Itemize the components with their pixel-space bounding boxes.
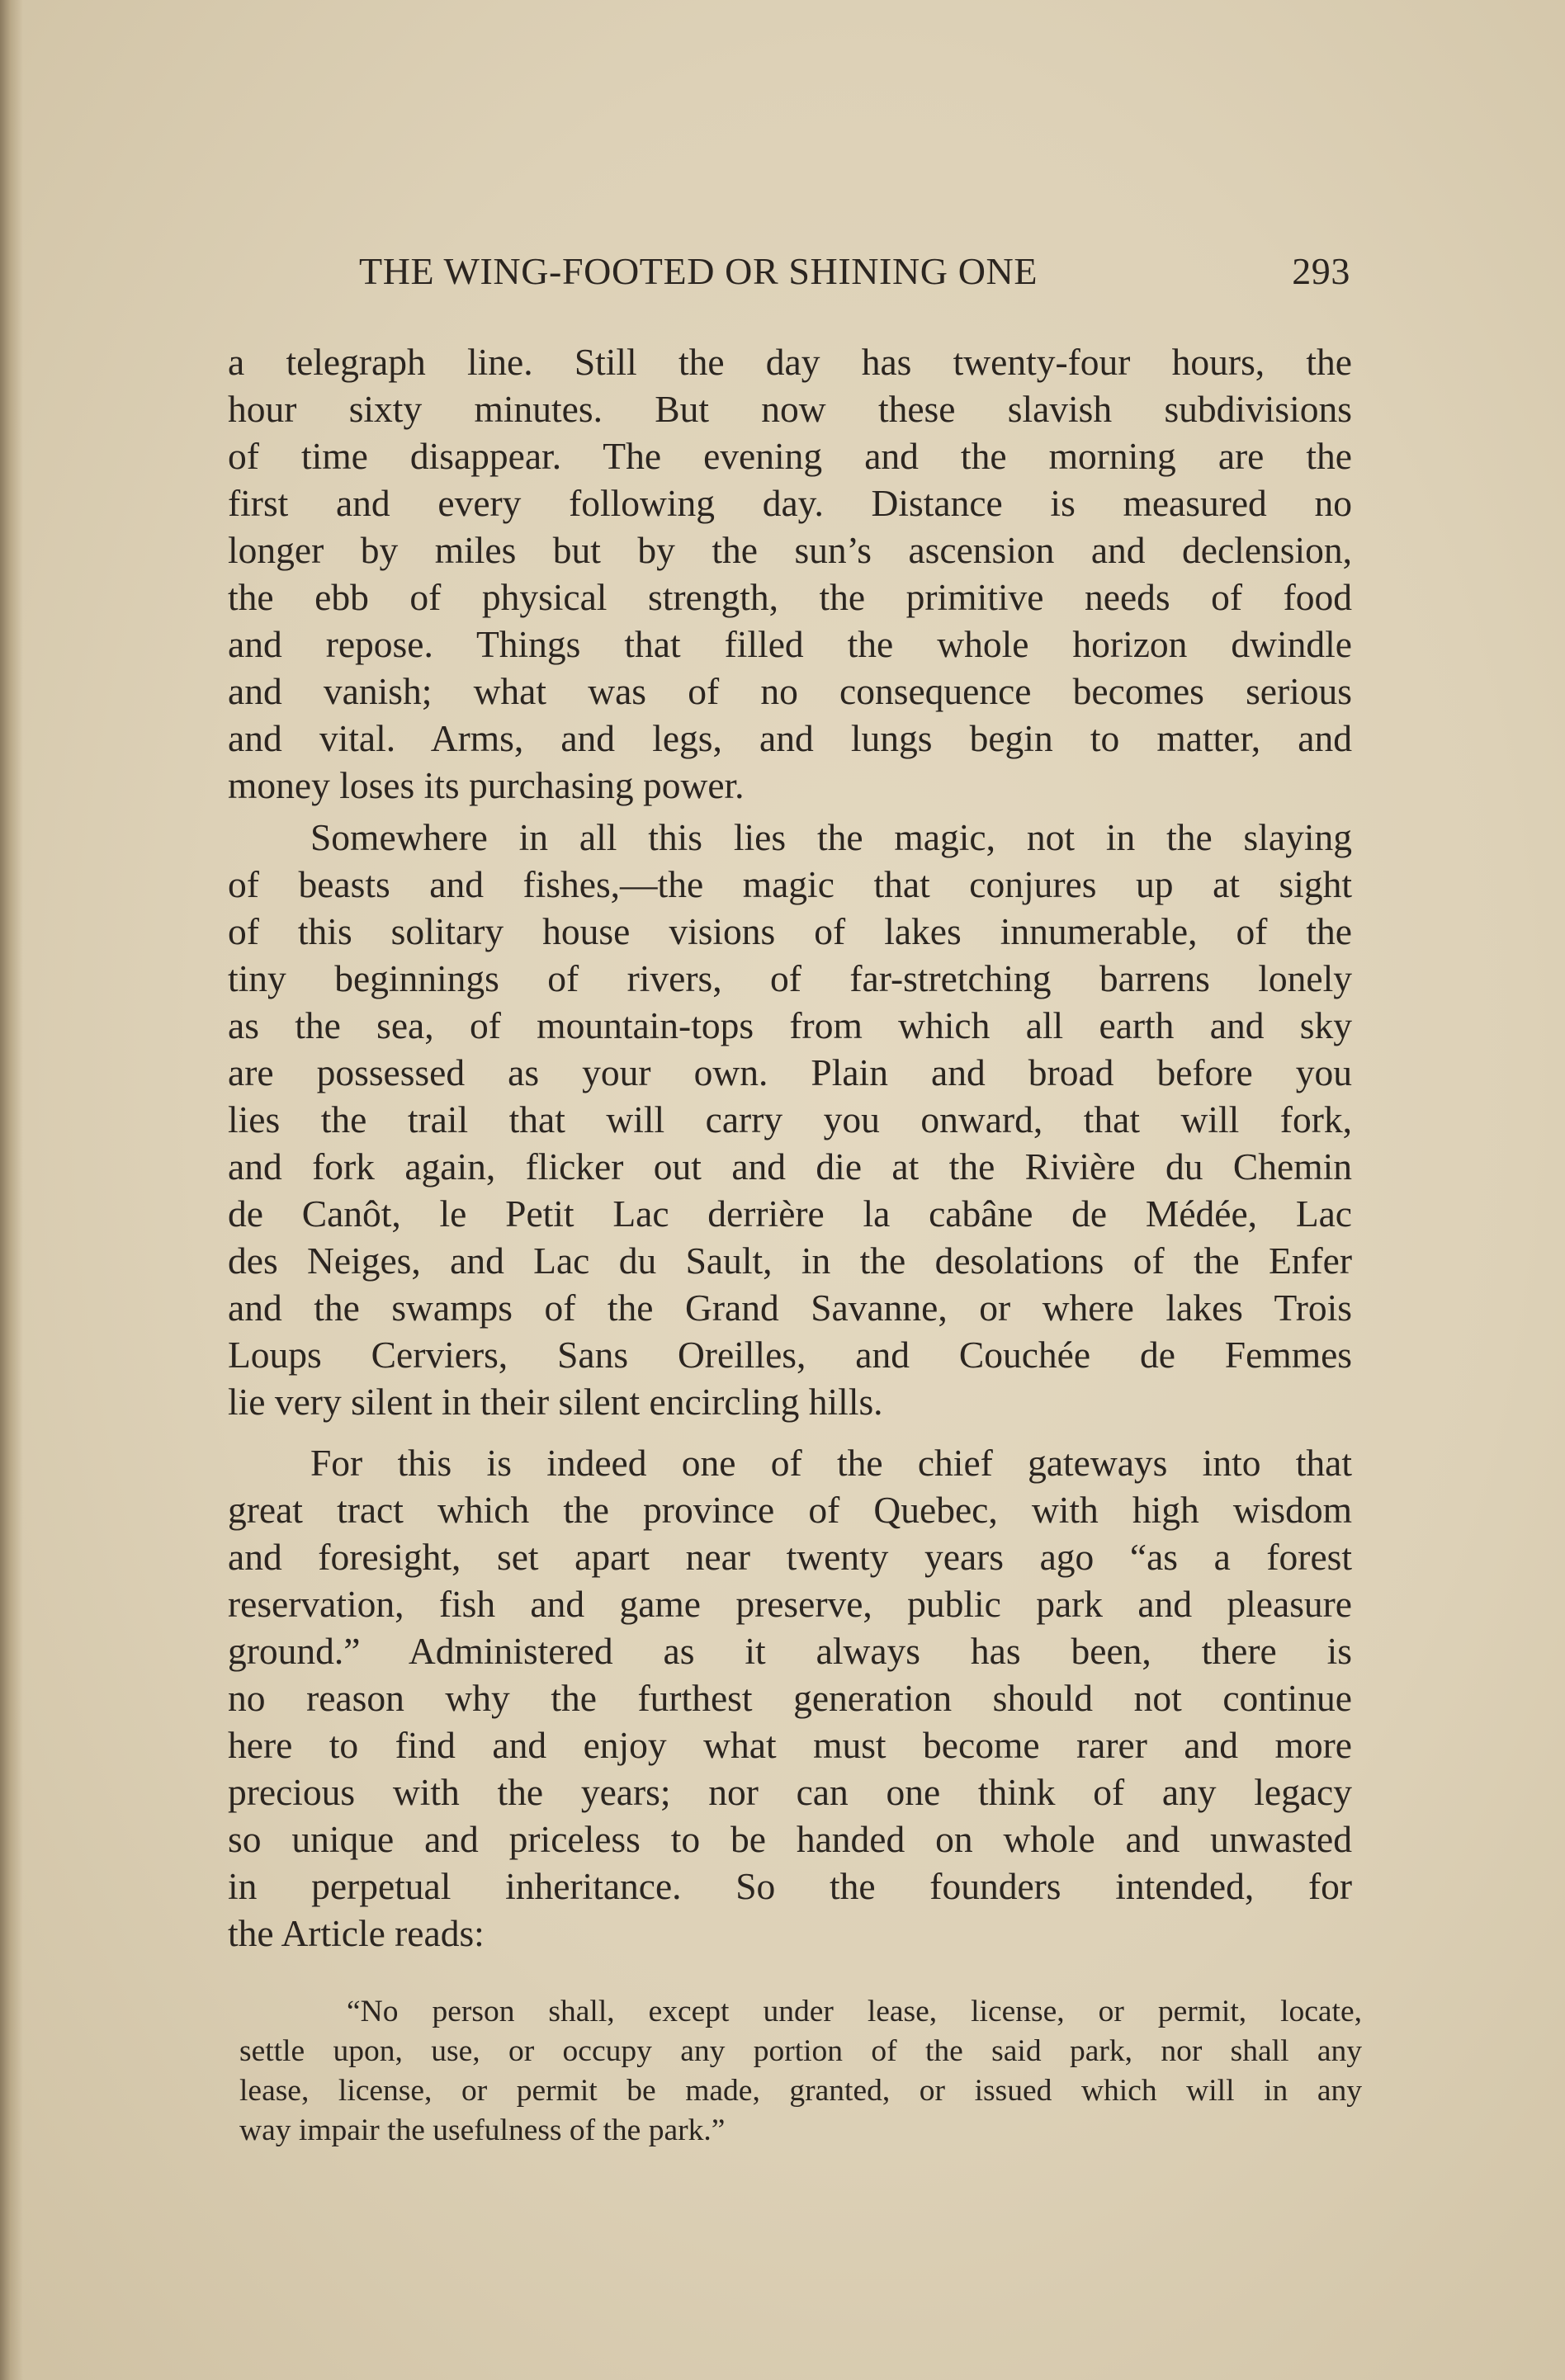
- text-line: For this is indeed one of the chief gateways into that: [310, 1442, 1352, 1484]
- text-line: and fork again, flicker out and die at the Rivière du Chemin: [228, 1145, 1352, 1188]
- text-line: are possessed as your own. Plain and broad before you: [228, 1051, 1352, 1093]
- text-line: de Canôt, le Petit Lac derrière la cabâne de Médée, Lac: [228, 1192, 1352, 1235]
- text-line: and foresight, set apart near twenty years ago “as a forest: [228, 1536, 1352, 1578]
- text-line: of time disappear. The evening and the morning are the: [228, 435, 1352, 477]
- running-head: [231, 249, 1350, 299]
- text-line: as the sea, of mountain-tops from which all earth and sky: [228, 1004, 1352, 1046]
- text-line: lies the trail that will carry you onward, that will fork,: [228, 1098, 1352, 1140]
- text-line: first and every following day. Distance is measured no: [228, 482, 1352, 524]
- quote-line: way impair the usefulness of the park.”: [239, 2113, 726, 2147]
- text-line: here to find and enjoy what must become rarer and more: [228, 1724, 1352, 1766]
- running-head-title: THE WING-FOOTED OR SHINING ONE: [359, 250, 1038, 292]
- text-line: a telegraph line. Still the day has twenty-four hours, the: [228, 341, 1352, 383]
- text-line: tiny beginnings of rivers, of far-stretching barrens lonely: [228, 957, 1352, 999]
- text-line: precious with the years; nor can one think of any legacy: [228, 1771, 1352, 1813]
- text-line: and the swamps of the Grand Savanne, or where lakes Trois: [228, 1287, 1352, 1329]
- text-line: of this solitary house visions of lakes innumerable, of the: [228, 910, 1352, 952]
- text-line: reservation, fish and game preserve, public park and pleasure: [228, 1583, 1352, 1625]
- text-line: in perpetual inheritance. So the founders intended, for: [228, 1865, 1352, 1907]
- text-line: the Article reads:: [228, 1912, 485, 1954]
- text-line: and repose. Things that filled the whole horizon dwindle: [228, 623, 1352, 665]
- text-line: lie very silent in their silent encircling hills.: [228, 1381, 883, 1423]
- page-number: 293: [1292, 250, 1350, 292]
- text-line: hour sixty minutes. But now these slavish subdivisions: [228, 388, 1352, 430]
- text-line: longer by miles but by the sun’s ascension and declension,: [228, 529, 1352, 571]
- text-line: and vanish; what was of no consequence becomes serious: [228, 670, 1352, 712]
- text-line: so unique and priceless to be handed on whole and unwasted: [228, 1818, 1352, 1860]
- text-line: great tract which the province of Quebec, with high wisdom: [228, 1489, 1352, 1531]
- text-line: des Neiges, and Lac du Sault, in the desolations of the Enfer: [228, 1240, 1352, 1282]
- quote-line: lease, license, or permit be made, granted, or issued which will in any: [239, 2074, 1362, 2108]
- quote-line: “No person shall, except under lease, license, or permit, locate,: [347, 1995, 1362, 2028]
- text-line: and vital. Arms, and legs, and lungs begin to matter, and: [228, 717, 1352, 759]
- text-line: money loses its purchasing power.: [228, 764, 745, 806]
- text-line: no reason why the furthest generation should not continue: [228, 1677, 1352, 1719]
- quote-line: settle upon, use, or occupy any portion of the said park, nor shall any: [239, 2034, 1362, 2068]
- text-line: the ebb of physical strength, the primitive needs of food: [228, 576, 1352, 618]
- text-line: ground.” Administered as it always has been, there is: [228, 1630, 1352, 1672]
- text-line: of beasts and fishes,—the magic that conjures up at sight: [228, 863, 1352, 905]
- text-line: Loups Cerviers, Sans Oreilles, and Couchée de Femmes: [228, 1334, 1352, 1376]
- spine-shadow: [0, 0, 23, 2380]
- text-line: Somewhere in all this lies the magic, not in the slaying: [310, 816, 1352, 858]
